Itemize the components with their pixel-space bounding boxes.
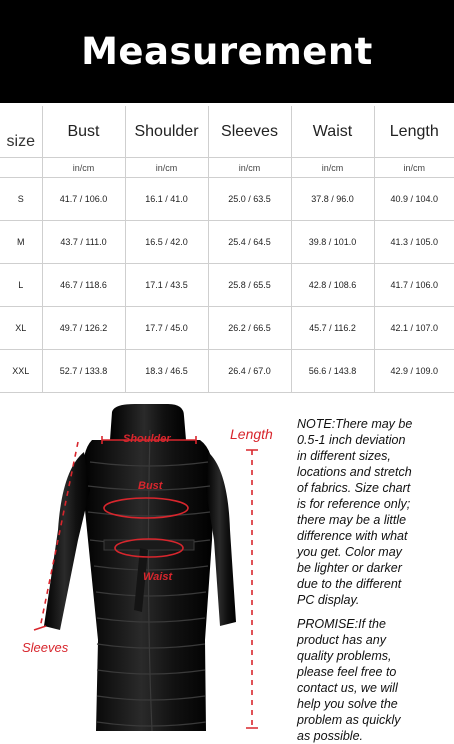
length-label: Length: [230, 426, 273, 442]
waist-cell: 42.8 / 108.6: [291, 264, 374, 307]
sleeves-label: Sleeves: [22, 640, 69, 655]
bust-cell: 52.7 / 133.8: [42, 350, 125, 393]
waist-cell: 39.8 / 101.0: [291, 221, 374, 264]
column-header-shoulder: Shoulder: [125, 106, 208, 158]
column-header-waist: Waist: [291, 106, 374, 158]
waist-label: Waist: [143, 571, 173, 583]
shoulder-cell: 17.1 / 43.5: [125, 264, 208, 307]
table-row: [0, 350, 454, 393]
length-cell: 40.9 / 104.0: [374, 178, 454, 221]
length-cell: 41.3 / 105.0: [374, 221, 454, 264]
header-banner: [0, 0, 454, 103]
bust-cell: 49.7 / 126.2: [42, 307, 125, 350]
size-cell: XXL: [0, 350, 42, 393]
length-cell: 42.9 / 109.0: [374, 350, 454, 393]
unit-cell: in/cm: [125, 158, 208, 178]
unit-cell: in/cm: [42, 158, 125, 178]
unit-cell: in/cm: [291, 158, 374, 178]
page-title: Measurement: [81, 30, 373, 73]
shoulder-cell: 16.1 / 41.0: [125, 178, 208, 221]
waist-cell: 56.6 / 143.8: [291, 350, 374, 393]
size-cell: S: [0, 178, 42, 221]
table-row: [0, 307, 454, 350]
bust-cell: 41.7 / 106.0: [42, 178, 125, 221]
promise-note: PROMISE:If the product has any quality problems, please feel free to contact us, we will help you solve the problem as quickly as possible.: [297, 617, 401, 743]
size-cell: XL: [0, 307, 42, 350]
size-cell: M: [0, 221, 42, 264]
size-column-header: size: [0, 106, 42, 158]
waist-cell: 45.7 / 116.2: [291, 307, 374, 350]
table-row: [0, 178, 454, 221]
sleeves-cell: 25.0 / 63.5: [208, 178, 291, 221]
sleeves-cell: 26.2 / 66.5: [208, 307, 291, 350]
coat-body: [44, 404, 236, 731]
bust-cell: 43.7 / 111.0: [42, 221, 125, 264]
table-header-row: [0, 106, 454, 158]
size-cell: L: [0, 264, 42, 307]
unit-cell: in/cm: [374, 158, 454, 178]
size-chart-table: [0, 106, 454, 393]
bust-label: Bust: [138, 480, 163, 492]
table-row: [0, 221, 454, 264]
shoulder-cell: 16.5 / 42.0: [125, 221, 208, 264]
shoulder-cell: 18.3 / 46.5: [125, 350, 208, 393]
column-header-bust: Bust: [42, 106, 125, 158]
unit-row: [0, 158, 454, 178]
column-header-length: Length: [374, 106, 454, 158]
column-header-sleeves: Sleeves: [208, 106, 291, 158]
table-row: [0, 264, 454, 307]
unit-cell: in/cm: [208, 158, 291, 178]
bust-cell: 46.7 / 118.6: [42, 264, 125, 307]
shoulder-cell: 17.7 / 45.0: [125, 307, 208, 350]
sleeves-cell: 26.4 / 67.0: [208, 350, 291, 393]
length-cell: 41.7 / 106.0: [374, 264, 454, 307]
sleeves-cell: 25.4 / 64.5: [208, 221, 291, 264]
length-cell: 42.1 / 107.0: [374, 307, 454, 350]
measurement-note: NOTE:There may be 0.5-1 inch deviation in different sizes, locations and stretch of fabrics. Size chart is for reference only; there may be a little difference with what you get. Color may be lighter or darker due to the different PC display.: [297, 417, 413, 607]
unit-cell-empty: [0, 158, 42, 178]
shoulder-label: Shoulder: [123, 433, 171, 445]
waist-cell: 37.8 / 96.0: [291, 178, 374, 221]
sleeves-cell: 25.8 / 65.5: [208, 264, 291, 307]
